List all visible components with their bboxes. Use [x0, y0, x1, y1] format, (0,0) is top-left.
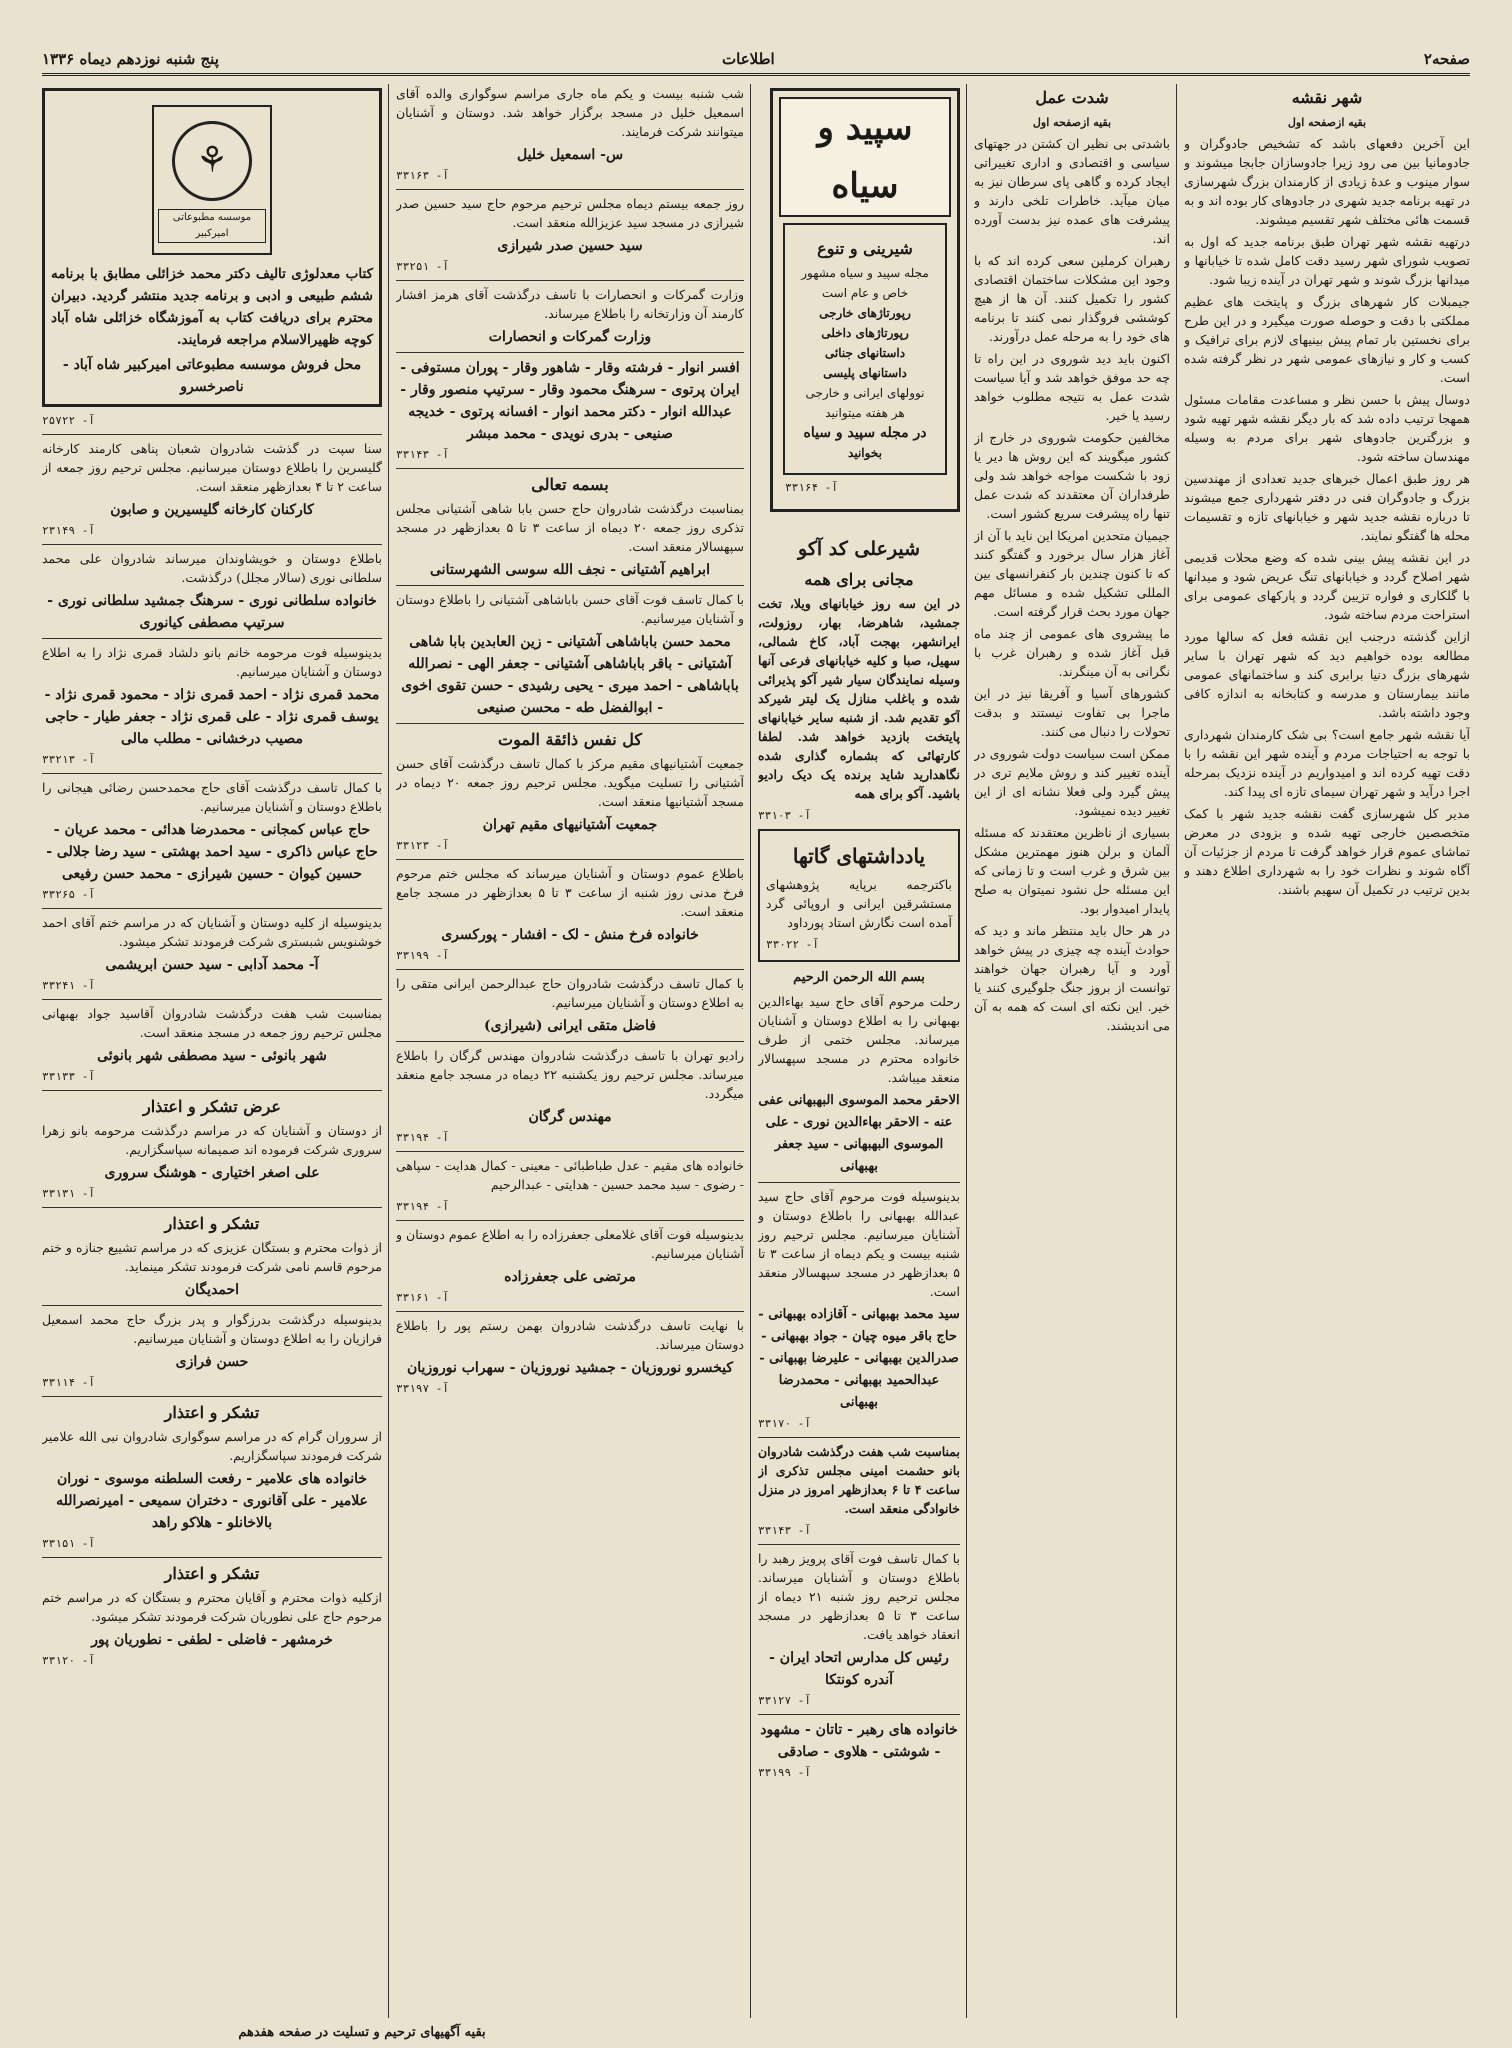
- divider: [396, 723, 744, 724]
- ad-code: آ- ۳۳۱۶۴: [785, 481, 838, 494]
- divider: [396, 1311, 744, 1312]
- divider: [758, 1182, 960, 1183]
- obituary-signatures: خانواده های رهبر - تاتان - مشهود - شوشتی - هلاوی - صادقی: [760, 1722, 958, 1760]
- obituary-text: باطلاع عموم دوستان و آشنایان میرساند که مجلس ختم مرحوم فرخ مدنی روز شنبه از ساعت ۳ تا ۵ بعدازظهر در مسجد جامع منعقد است.: [396, 866, 744, 919]
- obituary-signatures: فاضل متقی ایرانی (شیرازی): [483, 1018, 657, 1034]
- divider: [396, 969, 744, 970]
- obituary-signatures: شهر بانوئی - سید مصطفی شهر بانوئی: [97, 1048, 327, 1064]
- ad-code: آ- ۳۳۱۱۴: [42, 1376, 95, 1389]
- ad-line: نوولهای ایرانی و خارجی: [805, 386, 925, 400]
- column-rule: [1176, 84, 1177, 2018]
- obituary-signatures: ابراهیم آشتیانی - نجف الله سوسی الشهرستانی: [430, 562, 710, 578]
- book-ad: [758, 829, 960, 962]
- divider: [42, 1090, 382, 1091]
- continued-note: بقیه ازصفحه اول: [1032, 116, 1112, 129]
- column-rule: [388, 84, 389, 2018]
- obituary-signatures: خانواده سلطانی نوری - سرهنگ جمشید سلطانی نوری - سرتیپ مصطفی کیانوری: [47, 593, 377, 631]
- divider: [396, 280, 744, 281]
- obituary-signatures: مرتضی علی جعفرزاده: [504, 1269, 636, 1285]
- thanks-heading: عرض تشکر و اعتذار: [143, 1097, 281, 1116]
- article-paragraph: این آخرین دفعهای باشد که تشخیص جادوگران و جادومانیا بین می رود زیرا جادوسازان جابجا میشوند و سوار مینوب و عدۀ زیادی از کارمندان بزرگ شهرسازی در تهیه برنامه جدید شهری در جادوهای کار بوده اند و به قسمت هائی مختلف شهر تقسیم میشوند.: [1184, 136, 1470, 227]
- obituary-signatures: الاحقر محمد الموسوی البهبهانی عفی عنه - الاحقر بهاءالدین نوری - علی الموسوی البهبهانی - سید جعفر بهبهانی: [758, 1093, 960, 1174]
- article-paragraph: جیمیان متحدین امریکا این ناید با آن از آغاز هزار سال برخورد و گفتگو کنند که تا کنون چندین بار کنفرانسهای بین المللی تشکیل شده و مسائل مهم جهان مورد بحث قرار گرفته است.: [974, 528, 1170, 619]
- article-paragraph: مدیر کل شهرسازی گفت نقشه جدید شهر با کمک متخصصین خارجی تهیه شده و بزودی در معرض تماشای عموم قرار خواهد گرفت تا مردم از جزئیات آن آگاه شوند و نظرات خود را به شهرداری اطلاع دهند و بدین ترتیب در تکمیل آن سهیم باشند.: [1184, 806, 1470, 897]
- thanks-text: ازکلیه ذوات محترم و آقایان محترم و بستگان که در مراسم ختم مرحوم حاج علی نطوریان شرکت فرمودند تشکر میشود.: [42, 1590, 382, 1624]
- publisher-seal: [152, 105, 272, 255]
- continued-note: بقیه ازصفحه اول: [1287, 116, 1367, 129]
- obituary-text: رحلت مرحوم آقای حاج سید بهاءالدین بهبهانی را به اطلاع دوستان و آشنایان میرساند. مجلس ختمی از طرف خانواده محترم در مسجد سپهسالار منعقد میباشد.: [758, 994, 960, 1085]
- divider: [396, 1151, 744, 1152]
- thanks-signatures: حسن فرازی: [175, 1354, 249, 1370]
- divider: [758, 1544, 960, 1545]
- obituary-signatures: مهندس گرگان: [528, 1109, 612, 1125]
- divider: [396, 468, 744, 469]
- obituary-signatures: س- اسمعیل خلیل: [516, 147, 624, 163]
- obituary-text: روز جمعه بیستم دیماه مجلس ترحیم مرحوم حاج سید حسین صدر شیرازی در مسجد سید عزیزالله منعقد است.: [396, 196, 744, 230]
- ad-code: آ- ۳۳۱۷۰: [758, 1417, 811, 1430]
- ad-code: آ- ۳۳۲۶۵: [42, 888, 95, 901]
- ad-code: آ- ۳۳۱۹۴: [396, 1200, 449, 1213]
- ad-code: آ- ۳۳۲۵۱: [396, 260, 449, 273]
- divider: [396, 1220, 744, 1221]
- divider: [42, 1396, 382, 1397]
- thanks-text: از دوستان و آشنایان که در مراسم درگذشت مرحومه بانو زهرا سروری شرکت فرموده اند صمیمانه سپاسگزاریم.: [42, 1123, 382, 1157]
- article-paragraph: رهبران کرملین سعی کرده اند که با وجود این مشکلات ساختمان اقتصادی کشور را تکمیل کنند. آن ها از هیچ کوششی فروگذار نمی کنند تا برنامه های خود را به مرحله عمل درآورند.: [974, 253, 1170, 344]
- column-notices: [42, 84, 382, 2018]
- article-paragraph: دوسال پیش با حسن نظر و مساعدت مقامات مسئول همهجا ترتیب داده شد که بار دیگر نقشه شهر تهیه شود و بزرگترین جادوهای شهر برای مردم به وسیله مهندسان ساخته شود.: [1184, 392, 1470, 464]
- obituary-signatures: آ- محمد آدابی - سید حسن ابریشمی: [105, 957, 319, 973]
- ad-code: آ- ۳۳۱۲۳: [396, 839, 449, 852]
- article-paragraph: جیمبلات کار شهرهای بزرگ و پایتخت های عظیم مملکتی با دقت و حوصله صورت میگیرد و در این طرح برای نخستین بار تمام پیش بینیهای لازم برای ترافیک و کسب و کار و نیازهای عمومی شهر در نظر گرفته شده است.: [1184, 294, 1470, 385]
- obituary-text: بمناسبت شب هفت درگذشت شادروان آقاسید جواد بهبهانی مجلس ترحیم روز جمعه در مسجد منعقد است.: [42, 1006, 382, 1040]
- ad-line: مجله سپید و سیاه مشهور خاص و عام است: [801, 266, 929, 300]
- column-rule: [750, 84, 751, 2018]
- ad-line: رپورتاژهای داخلی: [821, 326, 909, 340]
- ad-code: آ- ۳۳۱۴۳: [396, 448, 449, 461]
- ad-code: آ- ۳۳۱۳۳: [42, 1070, 95, 1083]
- obituary-text: با کمال تاسف فوت آقای پرویز رهبد را باطلاع دوستان و آشنایان میرساند. مجلس ترحیم روز شنبه ۲۱ دیماه از ساعت ۳ تا ۵ بعدازظهر در مسجد انعقاد خواهد یافت.: [758, 1551, 960, 1642]
- obituary-signatures: محمد قمری نژاد - احمد قمری نژاد - محمود قمری نژاد - یوسف قمری نژاد - علی قمری نژاد - جعفر طیار - حاجی مصیب درخشانی - مطلب مالی: [44, 687, 380, 747]
- book-ad-publisher: محل فروش موسسه مطبوعاتی امیرکبیر شاه آباد - ناصرخسرو: [62, 357, 362, 395]
- issue-date: پنج شنبه نوزدهم دیماه ۱۳۳۶: [42, 50, 219, 68]
- obituary-signatures: جمعیت آشتیانیهای مقیم تهران: [482, 817, 658, 833]
- obituary-signatures: کارکنان کارخانه گلیسیرین و صابون: [110, 502, 314, 518]
- ad-code: آ- ۳۳۱۶۳: [396, 169, 449, 182]
- magazine-ad: [770, 88, 960, 512]
- thanks-text: از ذوات محترم و بستگان عزیزی که در مراسم تشییع جنازه و ختم مرحوم قاسم نامی شرکت فرمودند تشکر مینماید.: [42, 1240, 382, 1274]
- footer-continued-note: بقیه آگهیهای ترحیم و تسلیت در صفحه هفدهم: [238, 2025, 486, 2040]
- obituary-text: وزارت گمرکات و انحصارات با تاسف درگذشت آقای هرمز افشار کارمند آن وزارتخانه را باطلاع میرساند.: [396, 287, 744, 321]
- article-paragraph: اکنون باید دید شوروی در این راه تا چه حد موفق خواهد شد و آیا سیاست شدت عمل به نتیجه مطلوب خواهد رسید یا خیر.: [974, 351, 1170, 423]
- obituary-signatures: افسر انوار - فرشته وقار - شاهور وقار - پوران مستوفی - ایران پرتوی - سرهنگ محمود وقار - سرتیپ منصور وقار - عبدالله انوار - دکتر محمد انوار - افسانه پرتوی - خدیجه صنیعی - بدری نویدی - محمد مبشر: [400, 360, 740, 442]
- article-paragraph: ممکن است سیاست دولت شوروی در آینده تغییر کند و روش ملایم تری در پیش گیرد ولی فعلا نشانه ای از این تغییر دیده نمیشود.: [974, 746, 1170, 818]
- thanks-heading: تشکر و اعتذار: [164, 1564, 260, 1583]
- thanks-heading: تشکر و اعتذار: [164, 1214, 260, 1233]
- milk-ad-subtitle: مجانی برای همه: [804, 570, 914, 589]
- obituary-heading: کل نفس ذائقة الموت: [498, 730, 642, 749]
- obituary-signatures: وزارت گمرکات و انحصارات: [488, 329, 652, 345]
- article-paragraph: بسیاری از ناظرین معتقدند که مسئله آلمان و برلن هنوز مهمترین مشکل بین شرق و غرب است و تا زمانی که این مسئله حل نشود نمیتوان به صلح پایدار امیدوار بود.: [974, 825, 1170, 916]
- obituary-text: شب شنبه بیست و یکم ماه جاری مراسم سوگواری والده آقای اسمعیل خلیل در مسجد برگزار خواهد شد. دوستان و آشنایان میتوانند شرکت فرمایند.: [396, 86, 744, 139]
- obituary-text: بدینوسیله فوت آقای غلامعلی جعفرزاده را به اطلاع عموم دوستان و آشنایان میرسانیم.: [396, 1227, 744, 1261]
- page-number: صفحه۲: [1423, 50, 1470, 68]
- ad-code: آ- ۳۳۱۲۷: [758, 1694, 811, 1707]
- divider: [42, 908, 382, 909]
- book-ad-box: [42, 88, 382, 407]
- obituary-text: بدینوسیله فوت مرحوم آقای حاج سید عبدالله بهبهانی را باطلاع دوستان و آشنایان میرسانیم. مجلس ترحیم روز شنبه بیست و یکم دیماه از ساعت ۳ تا ۵ بعدازظهر در مسجد سپهسالار منعقد است.: [758, 1189, 960, 1299]
- book-ad-body: باکترجمه برپایه پژوهشهای مستشرقین ایرانی و اروپائی گرد آمده است نگارش استاد پورداود: [766, 877, 952, 930]
- divider: [42, 434, 382, 435]
- obituary-signatures: سید حسین صدر شیرازی: [497, 238, 643, 254]
- ad-code: آ- ۳۳۱۶۱: [396, 1291, 449, 1304]
- divider: [396, 189, 744, 190]
- obituary-text: با کمال تاسف درگذشت شادروان حاج عبدالرحمن ایرانی متقی را به اطلاع دوستان و آشنایان میرسانیم.: [396, 976, 744, 1010]
- obituary-text: بدینوسیله فوت مرحومه خانم بانو دلشاد قمری نژاد را به اطلاع دوستان و آشنایان میرسانیم.: [42, 645, 382, 679]
- ad-body: [783, 223, 947, 475]
- obituary-text: خانواده های مقیم - عدل طباطبائی - معینی - کمال هدایت - سپاهی - رضوی - سید محمد حسین - هدایتی - عبدالرحیم: [396, 1158, 744, 1192]
- obituary-heading: بسمه تعالی: [531, 475, 609, 494]
- ad-code: آ- ۳۳۲۴۱: [42, 979, 95, 992]
- obituary-text: بدینوسیله از کلیه دوستان و آشنایان که در مراسم ختم آقای احمد خوشنویس شبستری شرکت فرمودند تشکر میشود.: [42, 915, 382, 949]
- ad-code: آ- ۳۳۱۲۰: [42, 1654, 95, 1667]
- article-paragraph: کشورهای آسیا و آفریقا نیز در این ماجرا بی تفاوت نیستند و بدقت تحولات را دنبال می کنند.: [974, 686, 1170, 739]
- ad-line: رپورتاژهای خارجی: [819, 306, 911, 320]
- ad-code: آ- ۳۳۱۰۳: [758, 809, 811, 822]
- divider: [42, 1305, 382, 1306]
- article-paragraph: در این نقشه پیش بینی شده که وضع محلات قدیمی شهر اصلاح گردد و خیابانهای تنگ عریض شود و میدانها با گلکاری و فواره تزیین گردد و پارکهای عمومی برای استراحت مردم ساخته شود.: [1184, 550, 1470, 622]
- obituary-text: بمناسبت درگذشت شادروان حاج حسن بابا شاهی آشتیانی مجلس تذکری روز جمعه ۲۰ دیماه از ساعت ۳ تا ۵ بعدازظهر در مسجد سپهسالار منعقد است.: [396, 501, 744, 554]
- book-ad-text: کتاب معدلوژی تالیف دکتر محمد خزائلی مطابق با برنامه ششم طبیعی و ادبی و برنامه جدید منتشر گردید. دبیران محترم برای دریافت کتاب به آموزشگاه خزائلی شاه آباد کوچه ظهیرالاسلام مراجعه فرمایند.: [51, 266, 373, 348]
- emblem-icon: ⚘: [172, 121, 252, 201]
- paper-name: اطلاعات: [722, 50, 775, 68]
- obituary-signatures: محمد حسن باباشاهی آشتیانی - زین العابدین بابا شاهی آشتیانی - باقر باباشاهی آشتیانی - جعفر الهی - نصرالله باباشاهی - احمد میری - یحیی رشیدی - حسن تقوی اخوی - ابوالفضل طه - محسن صنیعی: [401, 634, 739, 716]
- ad-line: بخوانید: [848, 446, 882, 460]
- ad-code: آ- ۳۳۱۹۹: [396, 949, 449, 962]
- ad-line: داستانهای پلیسی: [823, 366, 907, 380]
- ad-code: آ- ۳۳۲۱۳: [42, 753, 95, 766]
- page-header: [42, 42, 1470, 76]
- column-city-plan: [1184, 84, 1470, 2018]
- obituary-text: باطلاع دوستان و خویشاوندان میرساند شادروان علی محمد سلطانی نوری (سالار مجلل) درگذشت.: [42, 551, 382, 585]
- obituary-signatures: خانواده فرخ منش - لک - افشار - پورکسری: [441, 927, 699, 943]
- thanks-text: از سروران گرام که در مراسم سوگواری شادروان نبی الله علامیر شرکت فرمودند سپاسگزاریم.: [42, 1429, 382, 1463]
- obituary-text: با کمال تاسف درگذشت آقای حاج محمدحسن رضائی هیجانی را باطلاع دوستان و آشنایان میرسانیم.: [42, 780, 382, 814]
- obituary-text: رادیو تهران با تاسف درگذشت شادروان مهندس گرگان را باطلاع میرساند. مجلس ترحیم روز یکشنبه ۲۲ دیماه در مسجد جامع منعقد میگردد.: [396, 1048, 744, 1101]
- article-paragraph: درتهیه نقشه شهر تهران طبق برنامه جدید که اول به تصویب شورای شهر رسید دقت کامل شده تا خیابانها و میدانها بزرگ شوند و شهر تهران در آینده زیبا شود.: [1184, 234, 1470, 287]
- divider: [758, 1437, 960, 1438]
- thanks-heading: تشکر و اعتذار: [164, 1403, 260, 1422]
- divider: [396, 585, 744, 586]
- article-paragraph: باشدتی بی نظیر ان کشتن در جهتهای سیاسی و اقتصادی و اداری تغییراتی ایجاد کرده و گاهی پای سرطان نیز به میان میآید. خاطرات تلخی دارند و پیشرفت های عمده نیز بدست آورده اند.: [974, 136, 1170, 246]
- article-paragraph: ازاین گذشته درجنب این نقشه فعل که سالها مورد مطالعه بوده خواهیم دید که شهر تهران با سایر شهرهای بزرگ دنیا برابری کند و ساختمانهای عمومی مانند بیمارستان و مدرسه و کتابخانه به اندازه کافی وجود داشته باشد.: [1184, 629, 1470, 720]
- obituary-text: با کمال تاسف فوت آقای حسن باباشاهی آشتیانی را باطلاع دوستان و آشنایان میرسانیم.: [396, 592, 744, 626]
- ad-code: آ- ۲۵۷۲۲: [42, 414, 95, 427]
- divider: [396, 859, 744, 860]
- thanks-signatures: علی اصغر اختیاری - هوشنگ سروری: [104, 1165, 320, 1181]
- obituary-text: جمعیت آشتیانیهای مقیم مرکز با کمال تاسف درگذشت آقای حسن آشتیانی را تسلیت میگوید. مجلس ترحیم روز جمعه ۲۰ دیماه در مسجد آشتیانیها منعقد است.: [396, 756, 744, 809]
- ad-code: آ- ۲۳۱۴۹: [42, 524, 95, 537]
- divider: [396, 352, 744, 353]
- column-severity: [974, 84, 1170, 2018]
- column-obituaries: [396, 84, 744, 2018]
- obituary-text: سنا سپت در گذشت شادروان شعبان پناهی کارمند کارخانه گلیسرین را باطلاع دوستان میرسانیم. مجلس ترحیم روز جمعه از ساعت ۲ تا ۴ بعدازظهر منعقد است.: [42, 441, 382, 494]
- thanks-signatures: خانواده های علامیر - رفعت السلطنه موسوی - نوران علامیر - علی آقانوری - دختران سمیعی - امیرنصرالله بالاخانلو - هلاکو راهد: [56, 1471, 368, 1531]
- ad-code: آ- ۳۳۱۹۷: [396, 1382, 449, 1395]
- article-title: شهر نقشه: [1291, 88, 1363, 107]
- divider: [42, 638, 382, 639]
- article-paragraph: در هر حال باید منتظر ماند و دید که حوادث آینده چه چیزی در پیش خواهد آورد و آیا رهبران جهان خواهند توانست از بروز جنگ جلوگیری کنند یا خیر. این نکته ای است که همه به آن می اندیشند.: [974, 923, 1170, 1033]
- column-rule: [966, 84, 967, 2018]
- obituary-signatures: رئیس کل مدارس اتحاد ایران - آندره کونتکا: [769, 1650, 949, 1688]
- obituary-signatures: سید محمد بهبهانی - آقازاده بهبهانی - حاج باقر میوه چیان - جواد بهبهانی - صدرالدین بهبهانی - علیرضا بهبهانی - عبدالحمید بهبهانی - محمدرضا بهبهانی: [758, 1307, 960, 1410]
- divider: [42, 1207, 382, 1208]
- milk-ad-body: در این سه روز خیابانهای ویلا، تخت جمشید، شاهرضا، بهار، روزولت، ایرانشهر، بهجت آباد، کاخ شمالی، سهیل، صبا و کلیه خیابانهای فرعی آنها وسیله نمایندگان سیار شیر آکو پذیرائی شده و باغلب منازل یک لیتر شیرکد آکو تقدیم شد. از شنبه سایر خیابانهای پایتخت بازدید خواهد شد. لطفا کارتهائی که بشماره گذاری شده نگاهدارید شاید برنده یک دیک رادیو باشید. آکو برای همه: [758, 596, 960, 801]
- ad-code: آ- ۳۳۱۹۴: [396, 1131, 449, 1144]
- divider: [42, 1557, 382, 1558]
- bismillah: بسم الله الرحمن الرحیم: [793, 970, 925, 985]
- ad-line: داستانهای جنائی: [824, 346, 906, 360]
- obituary-text: با نهایت تاسف درگذشت شادروان بهمن رستم پور را باطلاع دوستان میرساند.: [396, 1318, 744, 1352]
- article-paragraph: مخالفین حکومت شوروی در خارج از کشور میگویند که این روش ها دیر یا زود با شکست مواجه خواهد شد ولی طرفداران آن معتقدند که شدت عمل تنها راه پیشرفت سریع کشور است.: [974, 430, 1170, 521]
- thanks-signatures: خرمشهر - فاضلی - لطفی - نطوریان پور: [91, 1632, 333, 1648]
- obituary-signatures: حاج عباس کمجانی - محمدرضا هدائی - محمد عریان - حاج عباس ذاکری - سید احمد بهشتی - سید رضا جلالی - حسین کیوان - حسین شیرازی - محمد حسن رفیعی: [46, 822, 378, 882]
- thanks-text: بدینوسیله درگذشت بدرزگوار و پدر بزرگ حاج محمد اسمعیل فرازیان را به اطلاع دوستان و آشنایان میرسانیم.: [42, 1312, 382, 1346]
- book-ad-title: یادداشتهای گاتها: [792, 844, 926, 868]
- milk-ad-title: شیرعلی کد آکو: [798, 538, 920, 560]
- ad-code: آ- ۳۳۱۳۱: [42, 1187, 95, 1200]
- article-paragraph: آیا نقشه شهر جامع است؟ بی شک کارمندان شهرداری با توجه به احتیاجات مردم و آینده شهر این نقشه را با دقت تهیه کرده اند و امیدواریم در آینده نزدیک بمرحله اجرا درآید و شهر تهران سیمای تازه ای پیدا کند.: [1184, 727, 1470, 799]
- divider: [42, 544, 382, 545]
- obituary-text: بمناسبت شب هفت درگذشت شادروان بانو حشمت امینی مجلس تذکری از ساعت ۴ تا ۶ بعدازظهر امروز در منزل خانوادگی منعقد است.: [758, 1444, 960, 1516]
- ad-code: آ- ۳۳۱۹۹: [758, 1766, 811, 1779]
- thanks-signatures: احمدیگان: [184, 1282, 240, 1298]
- obituary-signatures: کیخسرو نوروزیان - جمشید نوروزیان - سهراب نوروزیان: [407, 1360, 733, 1376]
- ad-code: آ- ۳۳۰۲۲: [766, 938, 819, 951]
- seal-caption: موسسه مطبوعاتی امیرکبیر: [158, 209, 266, 243]
- article-paragraph: هر روز طبق اعمال خبرهای جدید تعدادی از مهندسین بزرگ و جادوگران فنی در دفتر شهرداری جمع میشوند تا درباره نقشه جدید شهر و خیابانهای تازه و تقسیمات محله ها گفتگو نمایند.: [1184, 471, 1470, 543]
- column-ads-lower: [758, 530, 960, 2018]
- divider: [396, 1041, 744, 1042]
- divider: [758, 1714, 960, 1715]
- article-title: شدت عمل: [1035, 88, 1109, 107]
- ad-title: شیرینی و تنوع: [817, 239, 913, 258]
- ad-line: در مجله سپید و سیاه: [803, 425, 927, 441]
- article-paragraph: ما پیشروی های عمومی از چند ماه قبل آغاز شده و رهبران غرب با نگرانی به آن مینگرند.: [974, 626, 1170, 679]
- magazine-logo: سپید و سیاه: [779, 97, 951, 217]
- divider: [42, 773, 382, 774]
- ad-code: آ- ۳۳۱۵۱: [42, 1537, 95, 1550]
- ad-code: آ- ۳۳۱۴۳: [758, 1524, 811, 1537]
- ad-line: هر هفته میتوانید: [825, 406, 905, 420]
- divider: [42, 999, 382, 1000]
